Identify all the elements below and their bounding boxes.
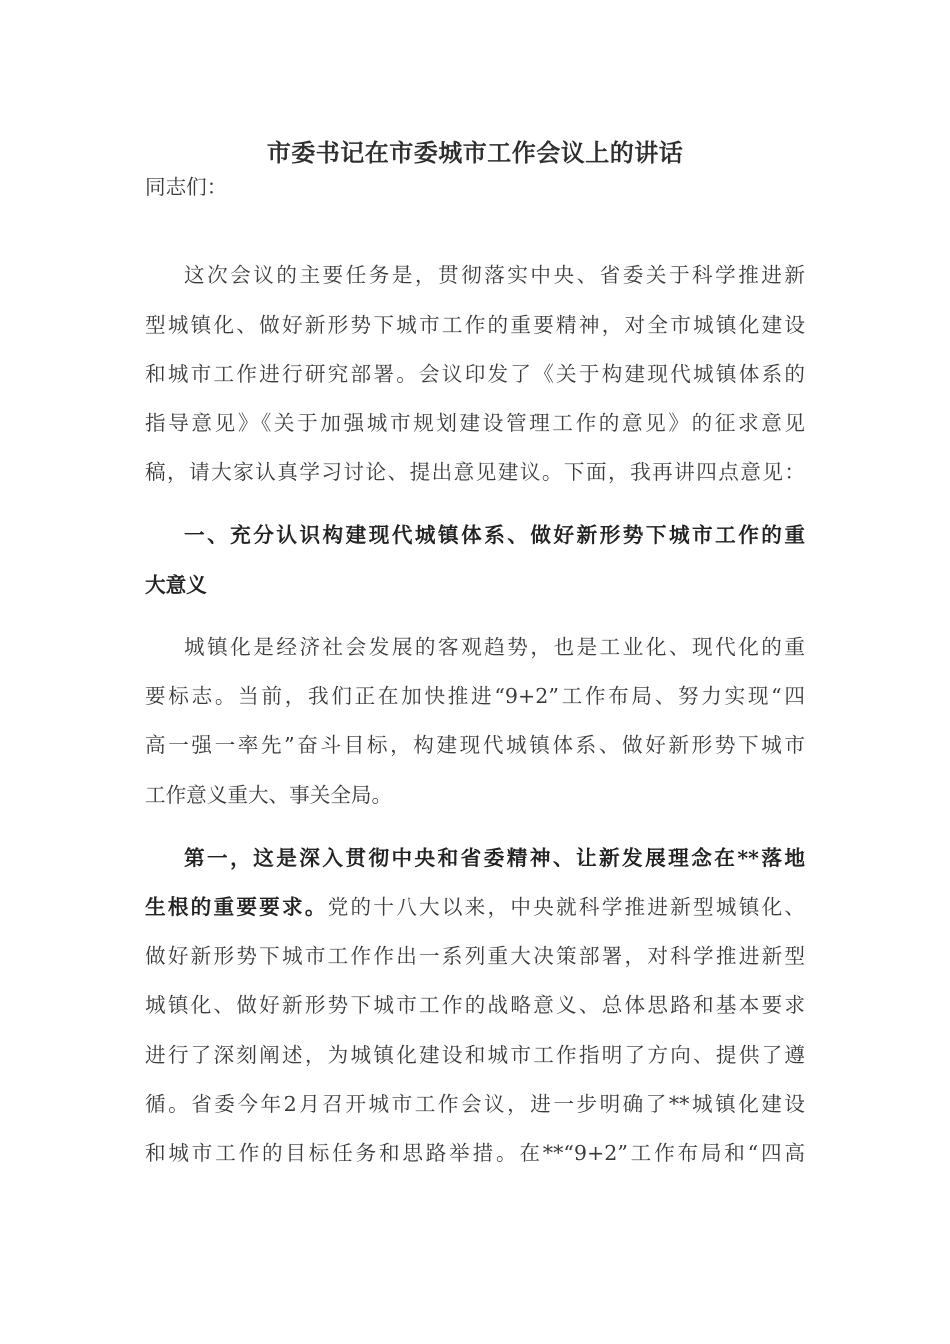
heading-line: 一、充分认识构建现代城镇体系、做好新形势下城市工作的重 xyxy=(184,523,805,547)
document-title: 市委书记在市委城市工作会议上的讲话 xyxy=(266,138,684,167)
lead-sentence-line: 第一，这是深入贯彻中央和省委精神、让新发展理念在**落地 xyxy=(184,846,805,870)
text-line: 和城市工作进行研究部署。会议印发了《关于构建现代城镇体系的 xyxy=(145,362,805,386)
text-line: 和城市工作的目标任务和思路举措。在**“9+2”工作布局和“四高 xyxy=(145,1141,805,1165)
text-line xyxy=(145,892,805,922)
text-line: 指导意见》《关于加强城市规划建设管理工作的意见》的征求意见 xyxy=(145,411,805,435)
text-line: 这次会议的主要任务是，贯彻落实中央、省委关于科学推进新 xyxy=(184,263,805,287)
text-line: 稿，请大家认真学习讨论、提出意见建议。下面，我再讲四点意见： xyxy=(145,460,805,484)
text-line: 要标志。当前，我们正在加快推进“9+2”工作布局、努力实现“四 xyxy=(145,684,805,708)
lead-sentence-end: 生根的重要要求。 xyxy=(145,895,328,919)
text-line: 高一强一率先”奋斗目标，构建现代城镇体系、做好新形势下城市 xyxy=(145,733,805,757)
text-line: 循。省委今年2月召开城市工作会议，进一步明确了**城镇化建设 xyxy=(145,1092,805,1116)
text-line: 进行了深刻阐述，为城镇化建设和城市工作指明了方向、提供了遵 xyxy=(145,1043,805,1067)
text-line: 做好新形势下城市工作作出一系列重大决策部署，对科学推进新型 xyxy=(145,944,805,968)
greeting: 同志们： xyxy=(145,175,228,199)
text-line: 城镇化是经济社会发展的客观趋势，也是工业化、现代化的重 xyxy=(184,635,805,659)
text-line: 工作意义重大、事关全局。 xyxy=(145,783,393,807)
text-continuation: 党的十八大以来，中央就科学推进新型城镇化、 xyxy=(327,895,805,919)
text-line: 型城镇化、做好新形势下城市工作的重要精神，对全市城镇化建设 xyxy=(145,313,805,337)
heading-line: 大意义 xyxy=(145,573,207,597)
text-line: 城镇化、做好新形势下城市工作的战略意义、总体思路和基本要求 xyxy=(145,993,805,1017)
